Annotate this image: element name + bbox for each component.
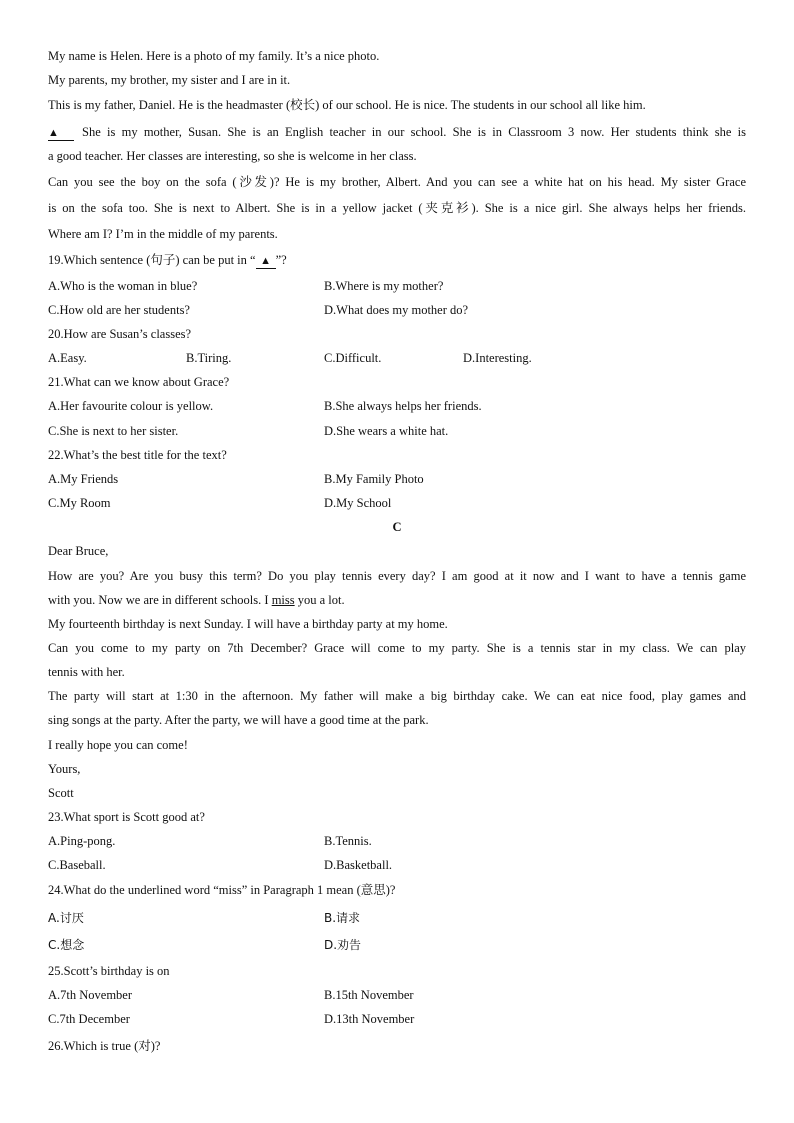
option-c[interactable]: C.想念 (48, 938, 85, 952)
option-b[interactable]: B.请求 (324, 911, 361, 925)
passage-paragraph: My parents, my brother, my sister and I are in it. (48, 73, 291, 87)
passage-paragraph: Where am I? I’m in the middle of my parents. (48, 227, 278, 241)
letter-signature: Scott (48, 786, 74, 800)
blank-marker: ▲ (48, 127, 74, 141)
option-a[interactable]: A.7th November (48, 988, 133, 1002)
letter-paragraph: tennis with her. (48, 665, 125, 679)
option-c[interactable]: C.7th December (48, 1012, 130, 1026)
passage-text: She is my mother, Susan. She is an English teacher in our school. She is in Classroom 3 now. Her students think she is (82, 125, 746, 139)
question-21: 21.What can we know about Grace? (48, 375, 230, 389)
option-b[interactable]: B.Where is my mother? (324, 279, 444, 293)
question-text: 19.Which sentence (句子) can be put in “ (48, 253, 256, 267)
question-23: 23.What sport is Scott good at? (48, 810, 205, 824)
option-b[interactable]: B.Tiring. (186, 351, 232, 365)
option-b[interactable]: B.Tennis. (324, 834, 372, 848)
letter-paragraph: My fourteenth birthday is next Sunday. I will have a birthday party at my home. (48, 617, 448, 631)
passage-paragraph: This is my father, Daniel. He is the headmaster (校长) of our school. He is nice. The students in our school all like him. (48, 98, 646, 112)
passage-paragraph: is on the sofa too. She is next to Albert. She is in a yellow jacket (夹克衫). She is a nice girl. She always helps her friends. (48, 201, 746, 215)
blank-marker: ▲ (256, 255, 276, 269)
passage-paragraph (48, 124, 746, 141)
option-c[interactable]: C.She is next to her sister. (48, 424, 179, 438)
question-26: 26.Which is true (对)? (48, 1039, 161, 1053)
option-c[interactable]: C.How old are her students? (48, 303, 190, 317)
option-a[interactable]: A.Who is the woman in blue? (48, 279, 198, 293)
option-d[interactable]: D.Basketball. (324, 858, 393, 872)
passage-paragraph: a good teacher. Her classes are interesting, so she is welcome in her class. (48, 149, 417, 163)
section-heading: C (392, 520, 402, 534)
option-d[interactable]: D.Interesting. (463, 351, 532, 365)
question-24: 24.What do the underlined word “miss” in Paragraph 1 mean (意思)? (48, 883, 396, 897)
letter-salutation: Dear Bruce, (48, 544, 109, 558)
option-d[interactable]: D.What does my mother do? (324, 303, 469, 317)
option-a[interactable]: A.Easy. (48, 351, 87, 365)
underlined-word: miss (271, 593, 295, 607)
question-20: 20.How are Susan’s classes? (48, 327, 192, 341)
option-d[interactable]: D.劝告 (324, 938, 362, 952)
letter-paragraph: Can you come to my party on 7th December? Grace will come to my party. She is a tennis star in my class. We can play (48, 641, 746, 655)
question-22: 22.What’s the best title for the text? (48, 448, 227, 462)
option-d[interactable]: D.My School (324, 496, 392, 510)
letter-closing: Yours, (48, 762, 81, 776)
question-19 (48, 252, 746, 269)
option-a[interactable]: A.Her favourite colour is yellow. (48, 399, 214, 413)
option-b[interactable]: B.My Family Photo (324, 472, 424, 486)
option-c[interactable]: C.Difficult. (324, 351, 382, 365)
option-a[interactable]: A.My Friends (48, 472, 119, 486)
option-d[interactable]: D.She wears a white hat. (324, 424, 449, 438)
option-b[interactable]: B.She always helps her friends. (324, 399, 482, 413)
letter-text: with you. Now we are in different schools. I (48, 593, 272, 607)
option-a[interactable]: A.Ping-pong. (48, 834, 116, 848)
option-c[interactable]: C.Baseball. (48, 858, 106, 872)
option-c[interactable]: C.My Room (48, 496, 111, 510)
letter-paragraph: How are you? Are you busy this term? Do you play tennis every day? I am good at it now and I want to have a tennis game (48, 569, 746, 583)
option-a[interactable]: A.讨厌 (48, 911, 84, 925)
question-text: ”? (275, 253, 287, 267)
question-25: 25.Scott’s birthday is on (48, 964, 170, 978)
letter-paragraph (48, 592, 746, 608)
passage-paragraph: Can you see the boy on the sofa (沙发)? He is my brother, Albert. And you can see a white hat on his head. My sister Grace (48, 175, 746, 189)
option-b[interactable]: B.15th November (324, 988, 414, 1002)
letter-text: you a lot. (294, 593, 345, 607)
option-d[interactable]: D.13th November (324, 1012, 415, 1026)
letter-paragraph: I really hope you can come! (48, 738, 188, 752)
letter-paragraph: The party will start at 1:30 in the afternoon. My father will make a big birthday cake. We can eat nice food, play games and (48, 689, 746, 703)
passage-paragraph: My name is Helen. Here is a photo of my family. It’s a nice photo. (48, 49, 380, 63)
letter-paragraph: sing songs at the party. After the party, we will have a good time at the park. (48, 713, 429, 727)
